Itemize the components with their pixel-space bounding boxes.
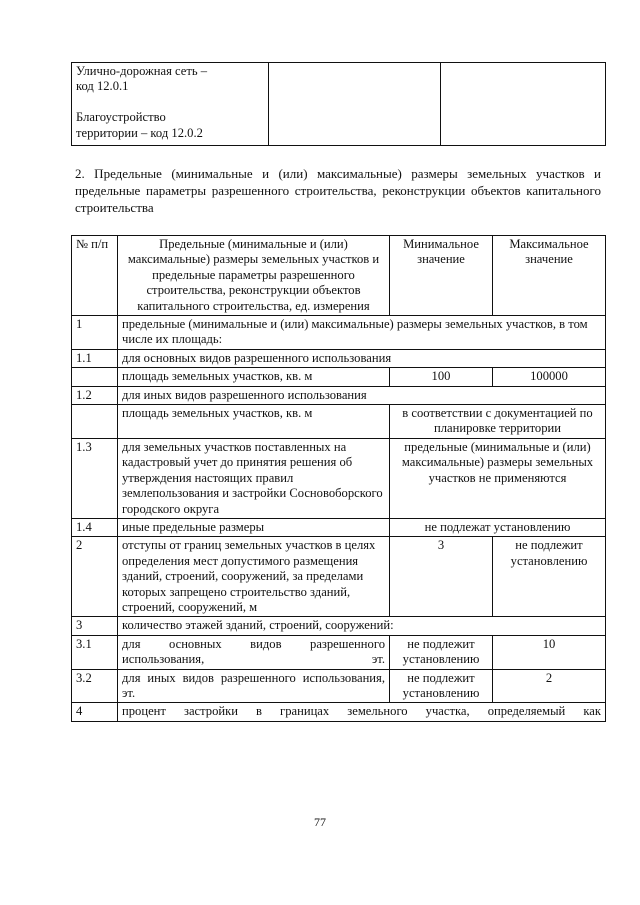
row-min: 3 <box>390 537 493 617</box>
row-min: не подлежит установлению <box>390 669 493 703</box>
row-max: 2 <box>493 669 606 703</box>
table-header-row <box>72 236 606 316</box>
page-number: 77 <box>314 815 326 829</box>
header-param: Предельные (минимальные и (или) максимальные) размеры земельных участков и предельные параметры разрешенного строительства, реконструкции объектов капитального строительства, ед. измерения <box>118 236 390 316</box>
row-value: в соответствии с документацией по планировке территории <box>390 405 606 439</box>
row-text: для основных видов разрешенного использования <box>118 349 606 367</box>
row-text: количество этажей зданий, строений, сооружений: <box>118 617 606 635</box>
row-num: 4 <box>72 703 118 721</box>
table-row <box>72 703 606 721</box>
row-num: 1.1 <box>72 349 118 367</box>
table-row <box>72 438 606 518</box>
row-text: для земельных участков поставленных на кадастровый учет до принятия решения об утверждения настоящих правил землепользования и застройки Сосновоборского городского округа <box>118 438 390 518</box>
table-row <box>72 405 606 439</box>
row-num: 1.3 <box>72 438 118 518</box>
table-row <box>72 386 606 404</box>
row-num: 2 <box>72 537 118 617</box>
table-row <box>72 537 606 617</box>
row-text: для основных видов разрешенного использования, эт. <box>118 635 390 669</box>
row-num: 3.1 <box>72 635 118 669</box>
row-value: не подлежат установлению <box>390 518 606 536</box>
table-cell <box>72 63 269 146</box>
row-value: предельные (минимальные и (или) максимальные) размеры земельных участков не применяются <box>390 438 606 518</box>
row-num-empty <box>72 405 118 439</box>
row-text: для иных видов разрешенного использования, эт. <box>118 669 390 703</box>
header-max: Максимальное значение <box>493 236 606 316</box>
row-text: площадь земельных участков, кв. м <box>118 368 390 386</box>
row-num: 1.4 <box>72 518 118 536</box>
row-text: для иных видов разрешенного использования <box>118 386 606 404</box>
row-text: отступы от границ земельных участков в целях определения мест допустимого размещения зданий, строений, сооружений, за пределами которых запрещено строительство зданий, строений, сооружений, м <box>118 537 390 617</box>
table-row <box>72 349 606 367</box>
table-cell-empty <box>269 63 441 146</box>
header-num: № п/п <box>72 236 118 316</box>
row-min: 100 <box>390 368 493 386</box>
cell-text: территории – код 12.0.2 <box>76 125 203 140</box>
row-max: не подлежит установлению <box>493 537 606 617</box>
row-num: 3 <box>72 617 118 635</box>
row-max: 10 <box>493 635 606 669</box>
header-min: Минимальное значение <box>390 236 493 316</box>
row-num-empty <box>72 368 118 386</box>
parameters-table <box>71 235 606 722</box>
table-row <box>72 368 606 386</box>
section-heading: 2. Предельные (минимальные и (или) максимальные) размеры земельных участков и предельные параметры разрешенного строительства, реконструкции объектов капитального строительства <box>75 166 601 215</box>
row-num: 1.2 <box>72 386 118 404</box>
cell-text: Благоустройство <box>76 110 166 125</box>
continued-table <box>71 62 606 146</box>
row-text: иные предельные размеры <box>118 518 390 536</box>
table-cell-empty <box>441 63 606 146</box>
table-row <box>72 617 606 635</box>
row-num: 3.2 <box>72 669 118 703</box>
table-row <box>72 63 606 146</box>
table-row <box>72 669 606 703</box>
table-row <box>72 635 606 669</box>
cell-text: код 12.0.1 <box>76 79 129 94</box>
cell-text: Улично-дорожная сеть – <box>76 64 208 78</box>
row-text: процент застройки в границах земельного участка, определяемый как <box>118 703 606 721</box>
row-max: 100000 <box>493 368 606 386</box>
table-row <box>72 518 606 536</box>
row-text: предельные (минимальные и (или) максимальные) размеры земельных участков, в том числе их площадь: <box>118 316 606 350</box>
row-min: не подлежит установлению <box>390 635 493 669</box>
table-row <box>72 316 606 350</box>
row-text: площадь земельных участков, кв. м <box>118 405 390 439</box>
row-num: 1 <box>72 316 118 350</box>
